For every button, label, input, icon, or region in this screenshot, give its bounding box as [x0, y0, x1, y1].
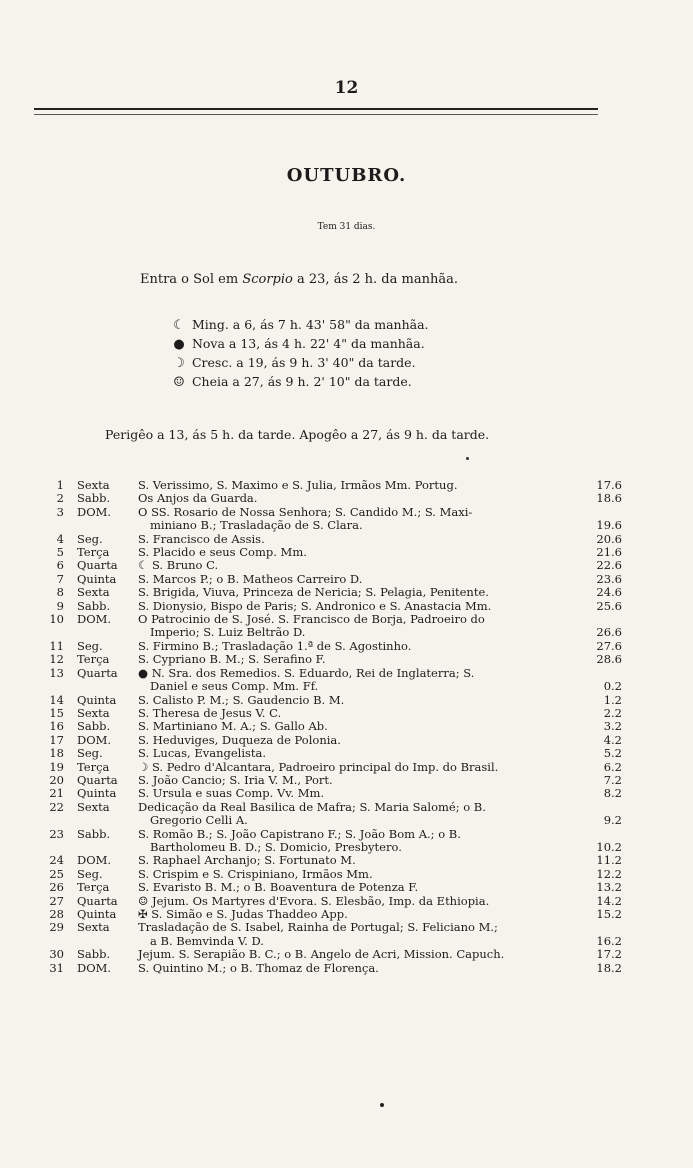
weekday: Terça — [77, 759, 110, 774]
day-row — [40, 492, 630, 505]
day-number: 6 — [56, 558, 64, 573]
day-number: 8 — [56, 585, 64, 600]
description-line: S. Raphael Archanjo; S. Fortunato M. — [138, 853, 356, 868]
day-description — [138, 707, 578, 720]
day-description — [138, 761, 578, 774]
day-number: 26 — [49, 880, 64, 895]
days-note: Tem 31 dias. — [317, 222, 376, 232]
description-line: S. Martiniano M. A.; S. Gallo Ab. — [138, 719, 328, 734]
moon-phase-text: Cresc. a 19, ás 9 h. 3' 40" da tarde. — [188, 355, 416, 370]
moon-phases — [170, 316, 429, 392]
day-row — [40, 586, 630, 599]
description-line: O SS. Rosario de Nossa Senhora; S. Candido M.; S. Maxi- — [138, 504, 473, 519]
day-description — [138, 828, 578, 855]
description-line: S. Brigida, Viuva, Princeza de Nericia; S. Pelagia, Penitente. — [138, 585, 489, 600]
description-line: S. Heduviges, Duqueza de Polonia. — [138, 732, 341, 747]
header-rule — [34, 108, 598, 115]
description-line: S. Theresa de Jesus V. C. — [138, 705, 282, 720]
description-line: S. Ursula e suas Comp. Vv. Mm. — [138, 786, 325, 801]
day-row — [40, 747, 630, 760]
day-number: 30 — [49, 947, 64, 962]
weekday: Sabb. — [77, 826, 111, 841]
day-row — [40, 895, 630, 908]
day-description — [138, 573, 578, 586]
moon-age-value: 19.6 — [596, 518, 622, 533]
day-description — [138, 881, 578, 894]
day-description — [138, 720, 578, 733]
day-number: 15 — [49, 705, 64, 720]
day-description — [138, 868, 578, 881]
description-line: a B. Bemvinda V. D. — [150, 933, 264, 948]
description-line: S. Quintino M.; o B. Thomaz de Florença. — [138, 960, 379, 975]
day-description — [138, 613, 578, 640]
moon-age-value: 28.6 — [596, 652, 622, 667]
day-description — [138, 600, 578, 613]
weekday: Seg. — [77, 531, 103, 546]
bottom-dot — [380, 1103, 384, 1107]
day-row — [40, 774, 630, 787]
day-description — [138, 774, 578, 787]
day-row — [40, 921, 630, 948]
weekday: Seg. — [77, 746, 103, 761]
day-number: 25 — [49, 866, 64, 881]
description-line: Dedicação da Real Basilica de Mafra; S. Maria Salomé; o B. — [138, 799, 486, 814]
moon-phase-line — [170, 373, 429, 392]
day-row — [40, 707, 630, 720]
moon-phase-text: Nova a 13, ás 4 h. 22' 4" da manhãa. — [188, 336, 425, 351]
calendar-table — [40, 479, 630, 975]
description-line: S. Cypriano B. M.; S. Serafino F. — [138, 652, 326, 667]
decorative-dot — [466, 457, 469, 460]
description-line: Bartholomeu B. D.; S. Domicio, Presbytero. — [150, 839, 402, 854]
day-row — [40, 787, 630, 800]
day-row — [40, 613, 630, 640]
day-number: 17 — [49, 732, 64, 747]
weekday: Sabb. — [77, 491, 111, 506]
day-description — [138, 747, 578, 760]
day-description — [138, 559, 578, 572]
description-line: S. Francisco de Assis. — [138, 531, 265, 546]
day-number: 11 — [49, 638, 64, 653]
description-line: S. Marcos P.; o B. Matheos Carreiro D. — [138, 571, 363, 586]
description-line: S. Calisto P. M.; S. Gaudencio B. M. — [138, 692, 345, 707]
moon-age-value: 18.2 — [596, 960, 622, 975]
description-line: S. Verissimo, S. Maximo e S. Julia, Irmãos Mm. Portug. — [138, 478, 458, 492]
day-number: 7 — [56, 571, 64, 586]
moon-phase-line — [170, 316, 429, 335]
moon-waning-icon: ☾ — [173, 318, 185, 333]
weekday: Terça — [77, 652, 110, 667]
day-row — [40, 881, 630, 894]
weekday: DOM. — [77, 612, 112, 627]
day-row — [40, 573, 630, 586]
description-line: S. Romão B.; S. João Capistrano F.; S. João Bom A.; o B. — [138, 826, 461, 841]
day-row — [40, 801, 630, 828]
day-row — [40, 761, 630, 774]
day-number: 14 — [49, 692, 64, 707]
weekday: DOM. — [77, 853, 112, 868]
day-description — [138, 801, 578, 828]
day-number: 24 — [49, 853, 64, 868]
moon-age-value: 15.2 — [596, 907, 622, 921]
day-number: 18 — [49, 746, 64, 761]
moon-age-value: 7.2 — [603, 772, 622, 787]
weekday: Quarta — [77, 893, 118, 908]
weekday: Sexta — [77, 799, 110, 814]
description-line: Gregorio Celli A. — [150, 813, 248, 828]
day-description — [138, 734, 578, 747]
moon-age-value: 16.2 — [596, 933, 622, 948]
description-line: O Patrocinio de S. José. S. Francisco de Borja, Padroeiro do — [138, 612, 485, 627]
day-description — [138, 586, 578, 599]
weekday: Quarta — [77, 665, 118, 680]
day-description — [138, 908, 578, 921]
moon-age-value: 6.2 — [603, 759, 622, 774]
day-description — [138, 533, 578, 546]
day-row — [40, 533, 630, 546]
weekday: Seg. — [77, 866, 103, 881]
perigee-apogee-line: Perigêo a 13, ás 5 h. da tarde. Apogêo a 27, ás 9 h. da tarde. — [105, 427, 490, 442]
weekday: Terça — [77, 545, 110, 560]
weekday: Sabb. — [77, 719, 111, 734]
day-number: 31 — [49, 960, 64, 975]
moon-phase-line — [170, 335, 429, 354]
description-line: Imperio; S. Luiz Beltrão D. — [150, 625, 306, 640]
moon-phase-line — [170, 354, 429, 373]
moon-age-value: 27.6 — [596, 638, 622, 653]
weekday: Terça — [77, 880, 110, 895]
day-row — [40, 506, 630, 533]
sun-entry-line — [140, 272, 458, 287]
day-row — [40, 667, 630, 694]
day-description — [138, 787, 578, 800]
day-row — [40, 559, 630, 572]
description-line: S. Lucas, Evangelista. — [138, 746, 267, 761]
moon-age-value: 3.2 — [603, 719, 622, 734]
day-description — [138, 895, 578, 908]
weekday: Sabb. — [77, 947, 111, 962]
moon-age-value: 23.6 — [596, 571, 622, 586]
day-row — [40, 734, 630, 747]
moon-phase-text: Cheia a 27, ás 9 h. 2' 10" da tarde. — [188, 374, 412, 389]
weekday: Sexta — [77, 585, 110, 600]
sun-entry-sign: Scorpio — [242, 272, 293, 287]
day-number: 1 — [56, 478, 64, 492]
weekday: Quinta — [77, 907, 117, 921]
moon-age-value: 2.2 — [603, 705, 622, 720]
day-number: 9 — [56, 598, 64, 613]
weekday: DOM. — [77, 504, 112, 519]
day-number: 27 — [49, 893, 64, 908]
day-description — [138, 492, 578, 505]
moon-age-value: 9.2 — [603, 813, 622, 828]
moon-age-value: 1.2 — [603, 692, 622, 707]
moon-age-value: 24.6 — [596, 585, 622, 600]
description-line: S. Evaristo B. M.; o B. Boaventura de Potenza F. — [138, 880, 419, 895]
description-line: Os Anjos da Guarda. — [138, 491, 258, 506]
day-number: 29 — [49, 920, 64, 935]
day-description — [138, 694, 578, 707]
description-line: ☽ S. Pedro d'Alcantara, Padroeiro principal do Imp. do Brasil. — [138, 759, 499, 774]
moon-age-value: 17.2 — [596, 947, 622, 962]
moon-phase-text: Ming. a 6, ás 7 h. 43' 58" da manhãa. — [188, 317, 429, 332]
day-row — [40, 948, 630, 961]
month-title: OUTUBRO. — [286, 165, 407, 186]
day-number: 13 — [49, 665, 64, 680]
day-row — [40, 828, 630, 855]
moon-age-value: 8.2 — [603, 786, 622, 801]
description-line: Daniel e seus Comp. Mm. Ff. — [150, 679, 319, 694]
weekday: Sabb. — [77, 598, 111, 613]
day-row — [40, 546, 630, 559]
day-number: 2 — [56, 491, 64, 506]
moon-age-value: 0.2 — [603, 679, 622, 694]
day-row — [40, 854, 630, 867]
day-number: 16 — [49, 719, 64, 734]
day-description — [138, 479, 578, 492]
weekday: Quinta — [77, 786, 117, 801]
day-description — [138, 506, 578, 533]
description-line: S. João Cancio; S. Iria V. M., Port. — [138, 772, 333, 787]
day-number: 19 — [49, 759, 64, 774]
day-description — [138, 962, 578, 975]
day-row — [40, 962, 630, 975]
day-row — [40, 600, 630, 613]
weekday: Sexta — [77, 478, 110, 492]
day-description — [138, 653, 578, 666]
day-number: 12 — [49, 652, 64, 667]
description-line: Jejum. S. Serapião B. C.; o B. Angelo de Acri, Mission. Capuch. — [138, 947, 505, 962]
day-row — [40, 479, 630, 492]
day-row — [40, 694, 630, 707]
moon-age-value: 20.6 — [596, 531, 622, 546]
moon-age-value: 12.2 — [596, 866, 622, 881]
description-line: ☺ Jejum. Os Martyres d'Evora. S. Elesbão, Imp. da Ethiopia. — [138, 893, 490, 908]
day-number: 28 — [49, 907, 64, 921]
moon-new-icon: ● — [173, 337, 185, 352]
day-number: 10 — [49, 612, 64, 627]
page-number: 12 — [334, 78, 359, 98]
day-description — [138, 921, 578, 948]
day-description — [138, 667, 578, 694]
day-description — [138, 854, 578, 867]
moon-age-value: 22.6 — [596, 558, 622, 573]
description-line: Trasladação de S. Isabel, Rainha de Portugal; S. Feliciano M.; — [138, 920, 498, 935]
day-number: 21 — [49, 786, 64, 801]
sun-entry-pre: Entra o Sol em — [140, 272, 243, 287]
moon-waxing-icon: ☽ — [173, 356, 185, 371]
day-row — [40, 908, 630, 921]
moon-age-value: 5.2 — [603, 746, 622, 761]
day-number: 23 — [49, 826, 64, 841]
weekday: Quarta — [77, 558, 118, 573]
weekday: Quinta — [77, 692, 117, 707]
description-line: ☾ S. Bruno C. — [138, 558, 219, 573]
moon-age-value: 11.2 — [596, 853, 622, 868]
moon-age-value: 25.6 — [596, 598, 622, 613]
day-row — [40, 640, 630, 653]
day-row — [40, 720, 630, 733]
description-line: S. Placido e seus Comp. Mm. — [138, 545, 307, 560]
day-description — [138, 948, 578, 961]
day-number: 3 — [56, 504, 64, 519]
day-number: 4 — [56, 531, 64, 546]
weekday: DOM. — [77, 732, 112, 747]
weekday: Sexta — [77, 705, 110, 720]
moon-age-value: 4.2 — [603, 732, 622, 747]
moon-age-value: 17.6 — [596, 478, 622, 492]
description-line: S. Crispim e S. Crispiniano, Irmãos Mm. — [138, 866, 373, 881]
description-line: ● N. Sra. dos Remedios. S. Eduardo, Rei de Inglaterra; S. — [138, 665, 475, 680]
description-line: S. Dionysio, Bispo de Paris; S. Andronico e S. Anastacia Mm. — [138, 598, 492, 613]
day-number: 20 — [49, 772, 64, 787]
moon-age-value: 26.6 — [596, 625, 622, 640]
sun-entry-post: a 23, ás 2 h. da manhãa. — [292, 272, 458, 287]
moon-age-value: 21.6 — [596, 545, 622, 560]
day-number: 5 — [56, 545, 64, 560]
weekday: Seg. — [77, 638, 103, 653]
description-line: S. Firmino B.; Trasladação 1.ª de S. Agostinho. — [138, 638, 412, 653]
weekday: Sexta — [77, 920, 110, 935]
description-line: miniano B.; Trasladação de S. Clara. — [150, 518, 363, 533]
moon-age-value: 18.6 — [596, 491, 622, 506]
moon-full-icon: ☺ — [173, 375, 185, 390]
day-description — [138, 640, 578, 653]
description-line: ✠ S. Simão e S. Judas Thaddeo App. — [138, 907, 348, 921]
day-row — [40, 868, 630, 881]
day-row — [40, 653, 630, 666]
moon-age-value: 13.2 — [596, 880, 622, 895]
day-description — [138, 546, 578, 559]
weekday: Quarta — [77, 772, 118, 787]
moon-age-value: 14.2 — [596, 893, 622, 908]
day-number: 22 — [49, 799, 64, 814]
weekday: DOM. — [77, 960, 112, 975]
moon-age-value: 10.2 — [596, 839, 622, 854]
weekday: Quinta — [77, 571, 117, 586]
